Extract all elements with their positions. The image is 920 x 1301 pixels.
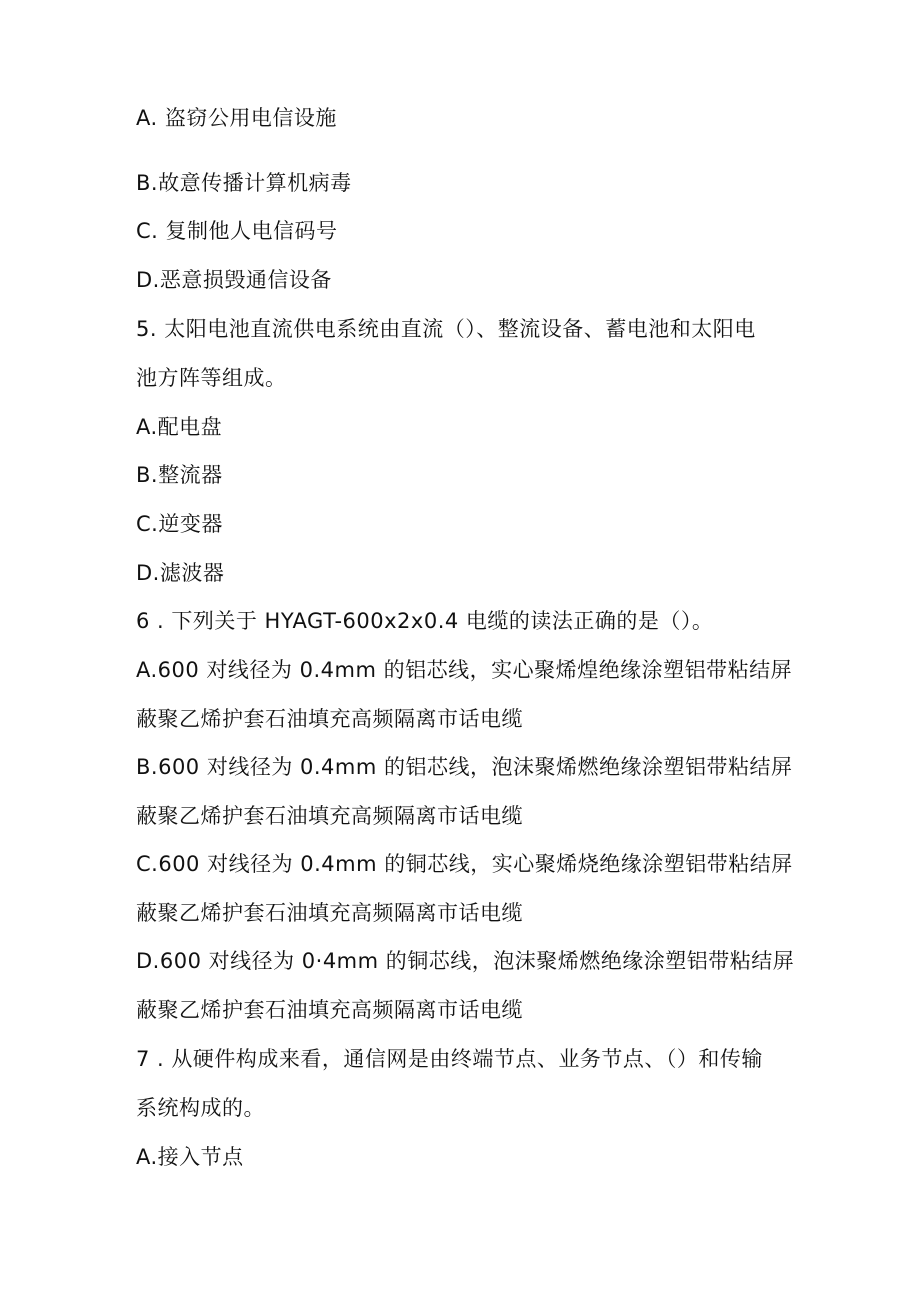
question-5-line-1: 5. 太阳电池直流供电系统由直流（）、整流设备、蓄电池和太阳电 xyxy=(136,317,756,341)
option-c-q6-line-1: C.600 对线径为 0.4mm 的铜芯线，实心聚烯烧绝缘涂塑铝带粘结屏 xyxy=(136,852,793,876)
option-d-q6-line-1: D.600 对线径为 0·4mm 的铜芯线，泡沫聚烯燃绝缘涂塑铝带粘结屏 xyxy=(136,949,795,973)
option-b-q6-line-2: 蔽聚乙烯护套石油填充高频隔离市话电缆 xyxy=(136,804,523,828)
option-c-q4: C. 复制他人电信码号 xyxy=(136,219,338,243)
option-d-q4: D.恶意损毁通信设备 xyxy=(136,268,332,292)
question-7-line-1: 7 . 从硬件构成来看，通信网是由终端节点、业务节点、（）和传输 xyxy=(136,1047,763,1071)
option-c-q5: C.逆变器 xyxy=(136,512,223,536)
option-b-q6-line-1: B.600 对线径为 0.4mm 的铝芯线，泡沫聚烯燃绝缘涂塑铝带粘结屏 xyxy=(136,755,793,779)
option-d-q5: D.滤波器 xyxy=(136,561,225,585)
question-5-line-2: 池方阵等组成。 xyxy=(136,366,287,390)
option-b-q5: B.整流器 xyxy=(136,463,223,487)
option-a-q6-line-1: A.600 对线径为 0.4mm 的铝芯线，实心聚烯煌绝缘涂塑铝带粘结屏 xyxy=(136,658,793,682)
option-d-q6-line-2: 蔽聚乙烯护套石油填充高频隔离市话电缆 xyxy=(136,998,523,1022)
question-7-line-2: 系统构成的。 xyxy=(136,1096,265,1120)
option-a-q5: A.配电盘 xyxy=(136,415,223,439)
option-c-q6-line-2: 蔽聚乙烯护套石油填充高频隔离市话电缆 xyxy=(136,901,523,925)
option-a-q7: A.接入节点 xyxy=(136,1145,244,1169)
option-a-q6-line-2: 蔽聚乙烯护套石油填充高频隔离市话电缆 xyxy=(136,707,523,731)
option-b-q4: B.故意传播计算机病毒 xyxy=(136,171,352,195)
option-a-q4: A. 盗窃公用电信设施 xyxy=(136,106,337,130)
question-6: 6 . 下列关于 HYAGT-600x2x0.4 电缆的读法正确的是（）。 xyxy=(136,609,714,633)
